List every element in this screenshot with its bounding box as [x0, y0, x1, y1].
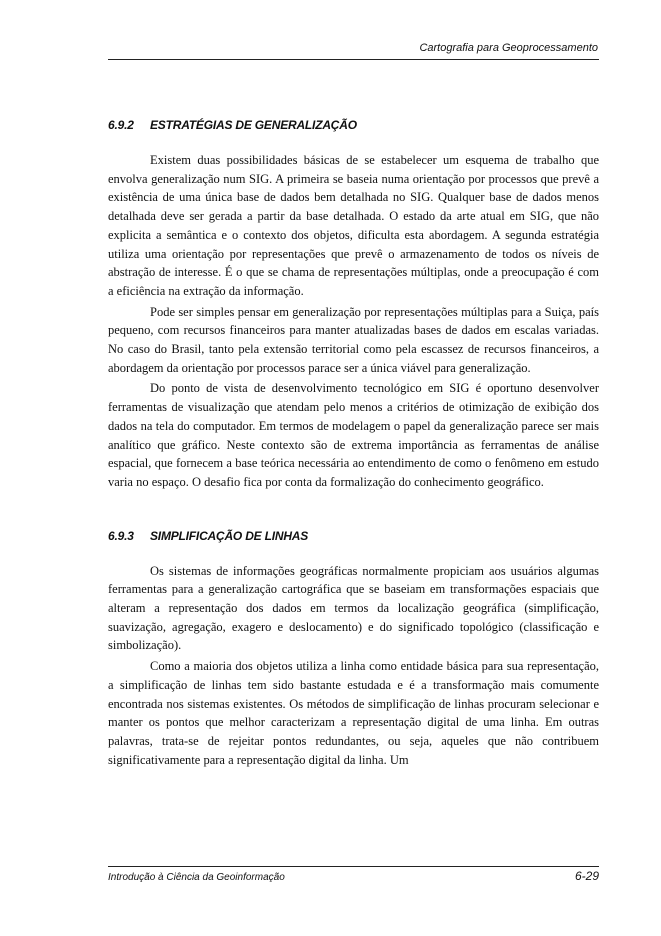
- paragraph: Os sistemas de informações geográficas normalmente propiciam aos usuários algumas ferramentas para a generalização cartográfica que se baseiam em transformações espaciais que alteram a representação dos dados em termos da localização geográfica (simplificação, suavização, agregação, exagero e deslocamento) e do significado topológico (classificação e simbolização).: [108, 563, 599, 653]
- footer-rule: [108, 866, 599, 867]
- paragraph: Do ponto de vista de desenvolvimento tecnológico em SIG é oportuno desenvolver ferramentas de visualização que atendam pelo menos a critérios de otimização de exibição dos dados na tela do computador. Em termos de modelagem o papel da generalização parece ser mais analítico que gráfico. Neste contexto são de extrema importância as ferramentas de análise espacial, que fornecem a base teórica necessária ao entendimento de como o fenômeno em estudo varia no espaço. O desafio fica por conta da formalização do conhecimento geográfico.: [108, 381, 599, 489]
- section-title: ESTRATÉGIAS DE GENERALIZAÇÃO: [150, 118, 357, 132]
- section-number: 6.9.3: [108, 528, 134, 543]
- paragraph: Pode ser simples pensar em generalização por representações múltiplas para a Suiça, país pequeno, com recursos financeiros para manter atualizadas bases de dados em escalas variadas. No caso do Brasil, tanto pela extensão territorial como pela escassez de recursos financeiros, a abordagem da orientação por processos parace ser a única viável para generalização.: [108, 304, 599, 375]
- page-number: 6-29: [574, 869, 599, 883]
- section-number: 6.9.2: [108, 118, 134, 132]
- section-title: SIMPLIFICAÇÃO DE LINHAS: [150, 528, 309, 543]
- section-heading-6-9-3: [108, 529, 599, 543]
- footer-book-title: Introdução à Ciência da Geoinformação: [108, 872, 285, 883]
- running-header: Cartografia para Geoprocessamento: [419, 42, 598, 54]
- paragraph: Existem duas possibilidades básicas de se estabelecer um esquema de trabalho que envolva generalização num SIG. A primeira se baseia numa orientação por processos que prevê a existência de uma única base de dados bem detalhada no SIG. Qualquer base de dados menos detalhada deve ser gerada a partir da base detalhada. O estado da arte atual em SIG, que não explicita a semântica e o contexto dos objetos, dificulta esta abordagem. A segunda estratégia utiliza uma orientação por representações que prevê o armazenamento de todos os níveis de abstração de interesse. É o que se chama de representações múltiplas, onde a preocupação é com a eficiência na extração da informação.: [108, 153, 599, 298]
- paragraph: Como a maioria dos objetos utiliza a linha como entidade básica para sua representação, a simplificação de linhas tem sido bastante estudada e é a transformação mais comumente encontrada nos sistemas existentes. Os métodos de simplificação de linhas procuram selecionar e manter os pontos que melhor caracterizam a representação digital de uma linha. Em outras palavras, trata-se de rejeitar pontos redundantes, ou seja, aqueles que não contribuem significativamente para a representação digital da linha. Um: [108, 659, 599, 767]
- section-heading-6-9-2: [108, 118, 599, 132]
- header-rule: [108, 59, 599, 60]
- page-content: [108, 118, 599, 769]
